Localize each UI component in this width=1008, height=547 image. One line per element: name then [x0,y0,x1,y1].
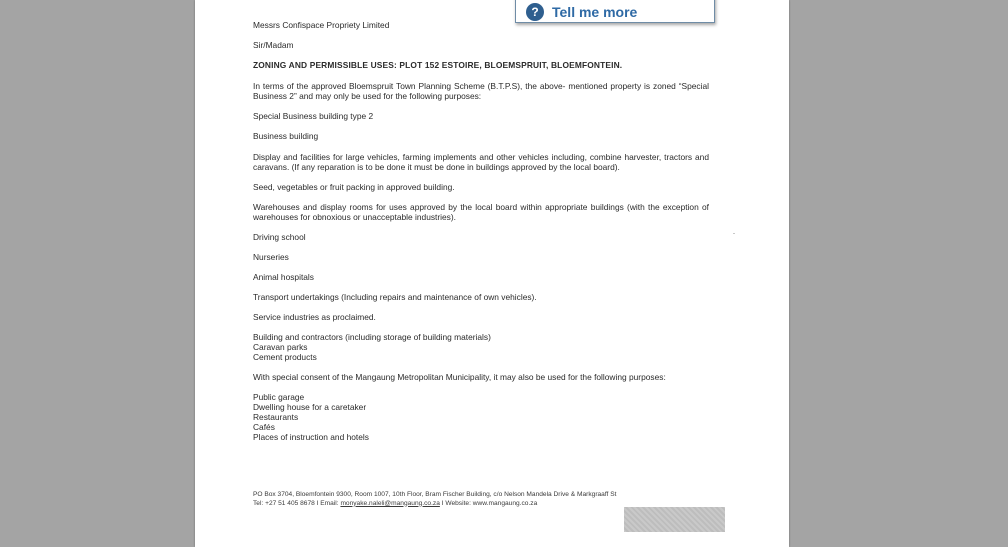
use-item: Warehouses and display rooms for uses approved by the local board within appropriate buildings (with the exception of warehouses for obnoxious or unacceptable industries). [253,202,709,222]
use-item: Driving school [253,232,306,242]
use-item: Service industries as proclaimed. [253,312,376,322]
special-use-item: Public garage [253,392,305,402]
tell-me-more-label: Tell me more [552,3,638,20]
footer-email-link[interactable]: monyake.naleli@mangaung.co.za [340,499,440,507]
use-item: Business building [253,131,319,141]
special-use-item: Cafés [253,422,275,432]
scan-speck [733,233,735,234]
use-group-item: Caravan parks [253,342,308,352]
subject-heading: ZONING AND PERMISSIBLE USES: PLOT 152 ESTOIRE, BLOEMSPRUIT, BLOEMFONTEIN. [253,60,623,70]
footer-contact-prefix: Tel: +27 51 405 8678 I Email: [253,499,341,507]
letter-footer [253,491,616,508]
use-item: Transport undertakings (Including repairs and maintenance of own vehicles). [253,292,537,302]
special-consent-intro: With special consent of the Mangaung Metropolitan Municipality, it may also be used for the following purposes: [253,372,666,382]
special-use-item: Dwelling house for a caretaker [253,402,367,412]
redacted-stamp [624,507,725,532]
document-page [195,0,789,547]
use-group-item: Building and contractors (including storage of building materials) [253,332,491,342]
special-use-item: Restaurants [253,412,299,422]
addressee: Messrs Confispace Propriety Limited [253,20,390,30]
use-item: Nurseries [253,252,289,262]
tell-me-more-button[interactable] [515,0,715,23]
salutation: Sir/Madam [253,40,294,50]
footer-contact [253,500,616,509]
use-item: Seed, vegetables or fruit packing in approved building. [253,182,455,192]
footer-contact-suffix: I Website: www.mangaung.co.za [439,499,538,507]
question-circle-icon: ? [526,3,544,21]
use-item: Animal hospitals [253,272,314,282]
footer-address: PO Box 3704, Bloemfontein 9300, Room 1007, 10th Floor, Bram Fischer Building, c/o Nelson Mandela Drive & Markgraaff St [253,491,617,498]
intro-paragraph: In terms of the approved Bloemspruit Town Planning Scheme (B.T.P.S), the above- mentioned property is zoned “Special Business 2” and may only be used for the following purposes: [253,81,709,101]
special-use-item: Places of instruction and hotels [253,432,369,442]
use-item: Special Business building type 2 [253,111,374,121]
use-group-item: Cement products [253,352,317,362]
use-item: Display and facilities for large vehicles, farming implements and other vehicles including, combine harvester, tractors and caravans. (If any reparation is to be done it must be done in buildings approved by the local board). [253,152,709,172]
